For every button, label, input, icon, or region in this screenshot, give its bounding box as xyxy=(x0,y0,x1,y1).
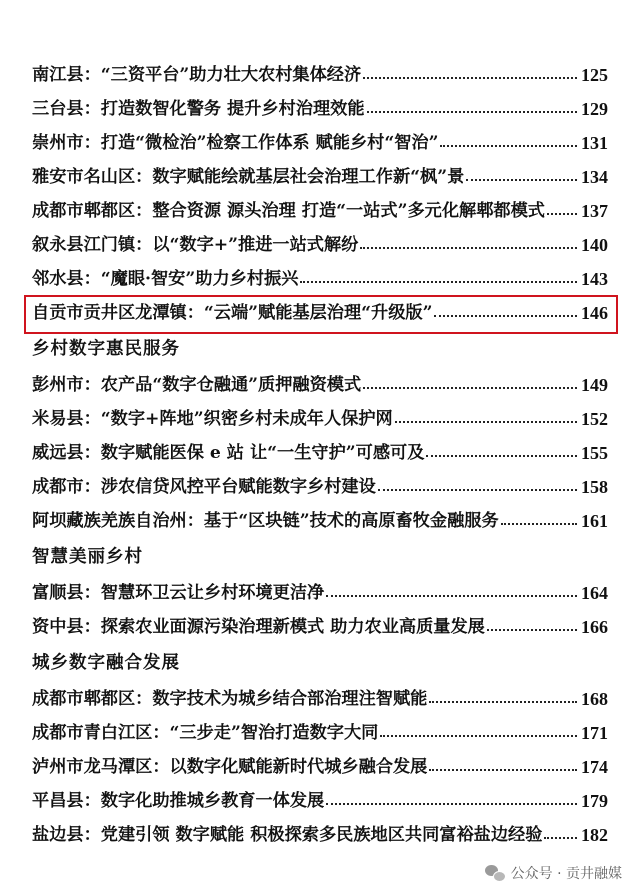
page-number: 131 xyxy=(581,133,608,153)
toc-entry xyxy=(32,608,608,642)
page-number: 171 xyxy=(581,723,608,743)
toc-entry xyxy=(32,124,608,158)
entry-title: 泸州市龙马潭区：以数字化赋能新时代城乡融合发展 xyxy=(32,756,428,777)
wechat-icon xyxy=(485,863,505,883)
page-number: 164 xyxy=(581,583,608,603)
entry-title: 彭州市：农产品“数字仓融通”质押融资模式 xyxy=(32,374,362,395)
entry-title: 成都市青白江区：“三步走”智治打造数字大同 xyxy=(32,722,379,743)
dot-leader xyxy=(367,111,577,113)
toc-entry xyxy=(32,782,608,816)
dot-leader xyxy=(429,701,577,703)
dot-leader xyxy=(326,803,577,805)
toc-entry xyxy=(32,158,608,192)
toc-entry-highlighted xyxy=(32,294,608,328)
page-number: 129 xyxy=(581,99,608,119)
toc-entry xyxy=(32,574,608,608)
page-number: 152 xyxy=(581,409,608,429)
page-number: 158 xyxy=(581,477,608,497)
dot-leader xyxy=(360,247,577,249)
toc-entry xyxy=(32,56,608,90)
page-number: 155 xyxy=(581,443,608,463)
entry-title: 成都市郫都区：整合资源 源头治理 打造“一站式”多元化解郫都模式 xyxy=(32,200,545,221)
entry-title: 威远县：数字赋能医保 e 站 让“一生守护”可感可及 xyxy=(32,442,425,463)
entry-title: 米易县：“数字+阵地”织密乡村未成年人保护网 xyxy=(32,408,393,429)
page-number: 125 xyxy=(581,65,608,85)
dot-leader xyxy=(466,179,577,181)
watermark xyxy=(485,863,622,883)
toc-entry xyxy=(32,434,608,468)
dot-leader xyxy=(547,213,577,215)
toc-entry xyxy=(32,714,608,748)
section-heading: 智慧美丽乡村 xyxy=(32,547,143,567)
dot-leader xyxy=(300,281,577,283)
page-number: 146 xyxy=(581,303,608,323)
toc-entry xyxy=(32,226,608,260)
table-of-contents xyxy=(32,56,608,850)
toc-entry xyxy=(32,680,608,714)
entry-title: 雅安市名山区：数字赋能绘就基层社会治理工作新“枫”景 xyxy=(32,166,465,187)
page-number: 149 xyxy=(581,375,608,395)
toc-entry xyxy=(32,502,608,536)
section-heading: 乡村数字惠民服务 xyxy=(32,339,180,359)
dot-leader xyxy=(440,145,577,147)
dot-leader xyxy=(395,421,577,423)
toc-entry xyxy=(32,748,608,782)
dot-leader xyxy=(501,523,577,525)
entry-title: 阿坝藏族羌族自治州：基于“区块链”技术的高原畜牧金融服务 xyxy=(32,510,499,531)
dot-leader xyxy=(426,455,577,457)
toc-entry xyxy=(32,260,608,294)
entry-title: 成都市郫都区：数字技术为城乡结合部治理注智赋能 xyxy=(32,688,428,709)
toc-entry xyxy=(32,192,608,226)
entry-title: 三台县：打造数智化警务 提升乡村治理效能 xyxy=(32,98,365,119)
toc-entry xyxy=(32,468,608,502)
toc-entry xyxy=(32,400,608,434)
entry-title: 邻水县：“魔眼·智安”助力乡村振兴 xyxy=(32,268,299,289)
entry-title: 崇州市：打造“微检治”检察工作体系 赋能乡村“智治” xyxy=(32,132,439,153)
dot-leader xyxy=(487,629,577,631)
page-number: 182 xyxy=(581,825,608,845)
dot-leader xyxy=(326,595,577,597)
dot-leader xyxy=(380,735,577,737)
dot-leader xyxy=(429,769,577,771)
entry-title: 自贡市贡井区龙潭镇：“云端”赋能基层治理“升级版” xyxy=(32,302,433,323)
entry-title: 盐边县：党建引领 数字赋能 积极探索多民族地区共同富裕盐边经验 xyxy=(32,824,543,845)
page-number: 179 xyxy=(581,791,608,811)
toc-entry xyxy=(32,816,608,850)
toc-entry xyxy=(32,366,608,400)
page-number: 166 xyxy=(581,617,608,637)
page-number: 134 xyxy=(581,167,608,187)
watermark-text: 公众号 · 贡井融媒 xyxy=(510,866,622,882)
entry-title: 叙永县江门镇：以“数字+”推进一站式解纷 xyxy=(32,234,359,255)
dot-leader xyxy=(378,489,577,491)
entry-title: 富顺县：智慧环卫云让乡村环境更洁净 xyxy=(32,582,325,603)
page-number: 168 xyxy=(581,689,608,709)
page-number: 161 xyxy=(581,511,608,531)
section-heading: 城乡数字融合发展 xyxy=(32,653,180,673)
dot-leader xyxy=(544,837,577,839)
entry-title: 成都市：涉农信贷风控平台赋能数字乡村建设 xyxy=(32,476,376,497)
dot-leader xyxy=(363,387,577,389)
entry-title: 资中县：探索农业面源污染治理新模式 助力农业高质量发展 xyxy=(32,616,485,637)
page-number: 174 xyxy=(581,757,608,777)
dot-leader xyxy=(363,77,577,79)
toc-entry xyxy=(32,90,608,124)
entry-title: 平昌县：数字化助推城乡教育一体发展 xyxy=(32,790,325,811)
page-number: 137 xyxy=(581,201,608,221)
dot-leader xyxy=(434,315,577,317)
page-number: 143 xyxy=(581,269,608,289)
page-number: 140 xyxy=(581,235,608,255)
entry-title: 南江县：“三资平台”助力壮大农村集体经济 xyxy=(32,64,362,85)
